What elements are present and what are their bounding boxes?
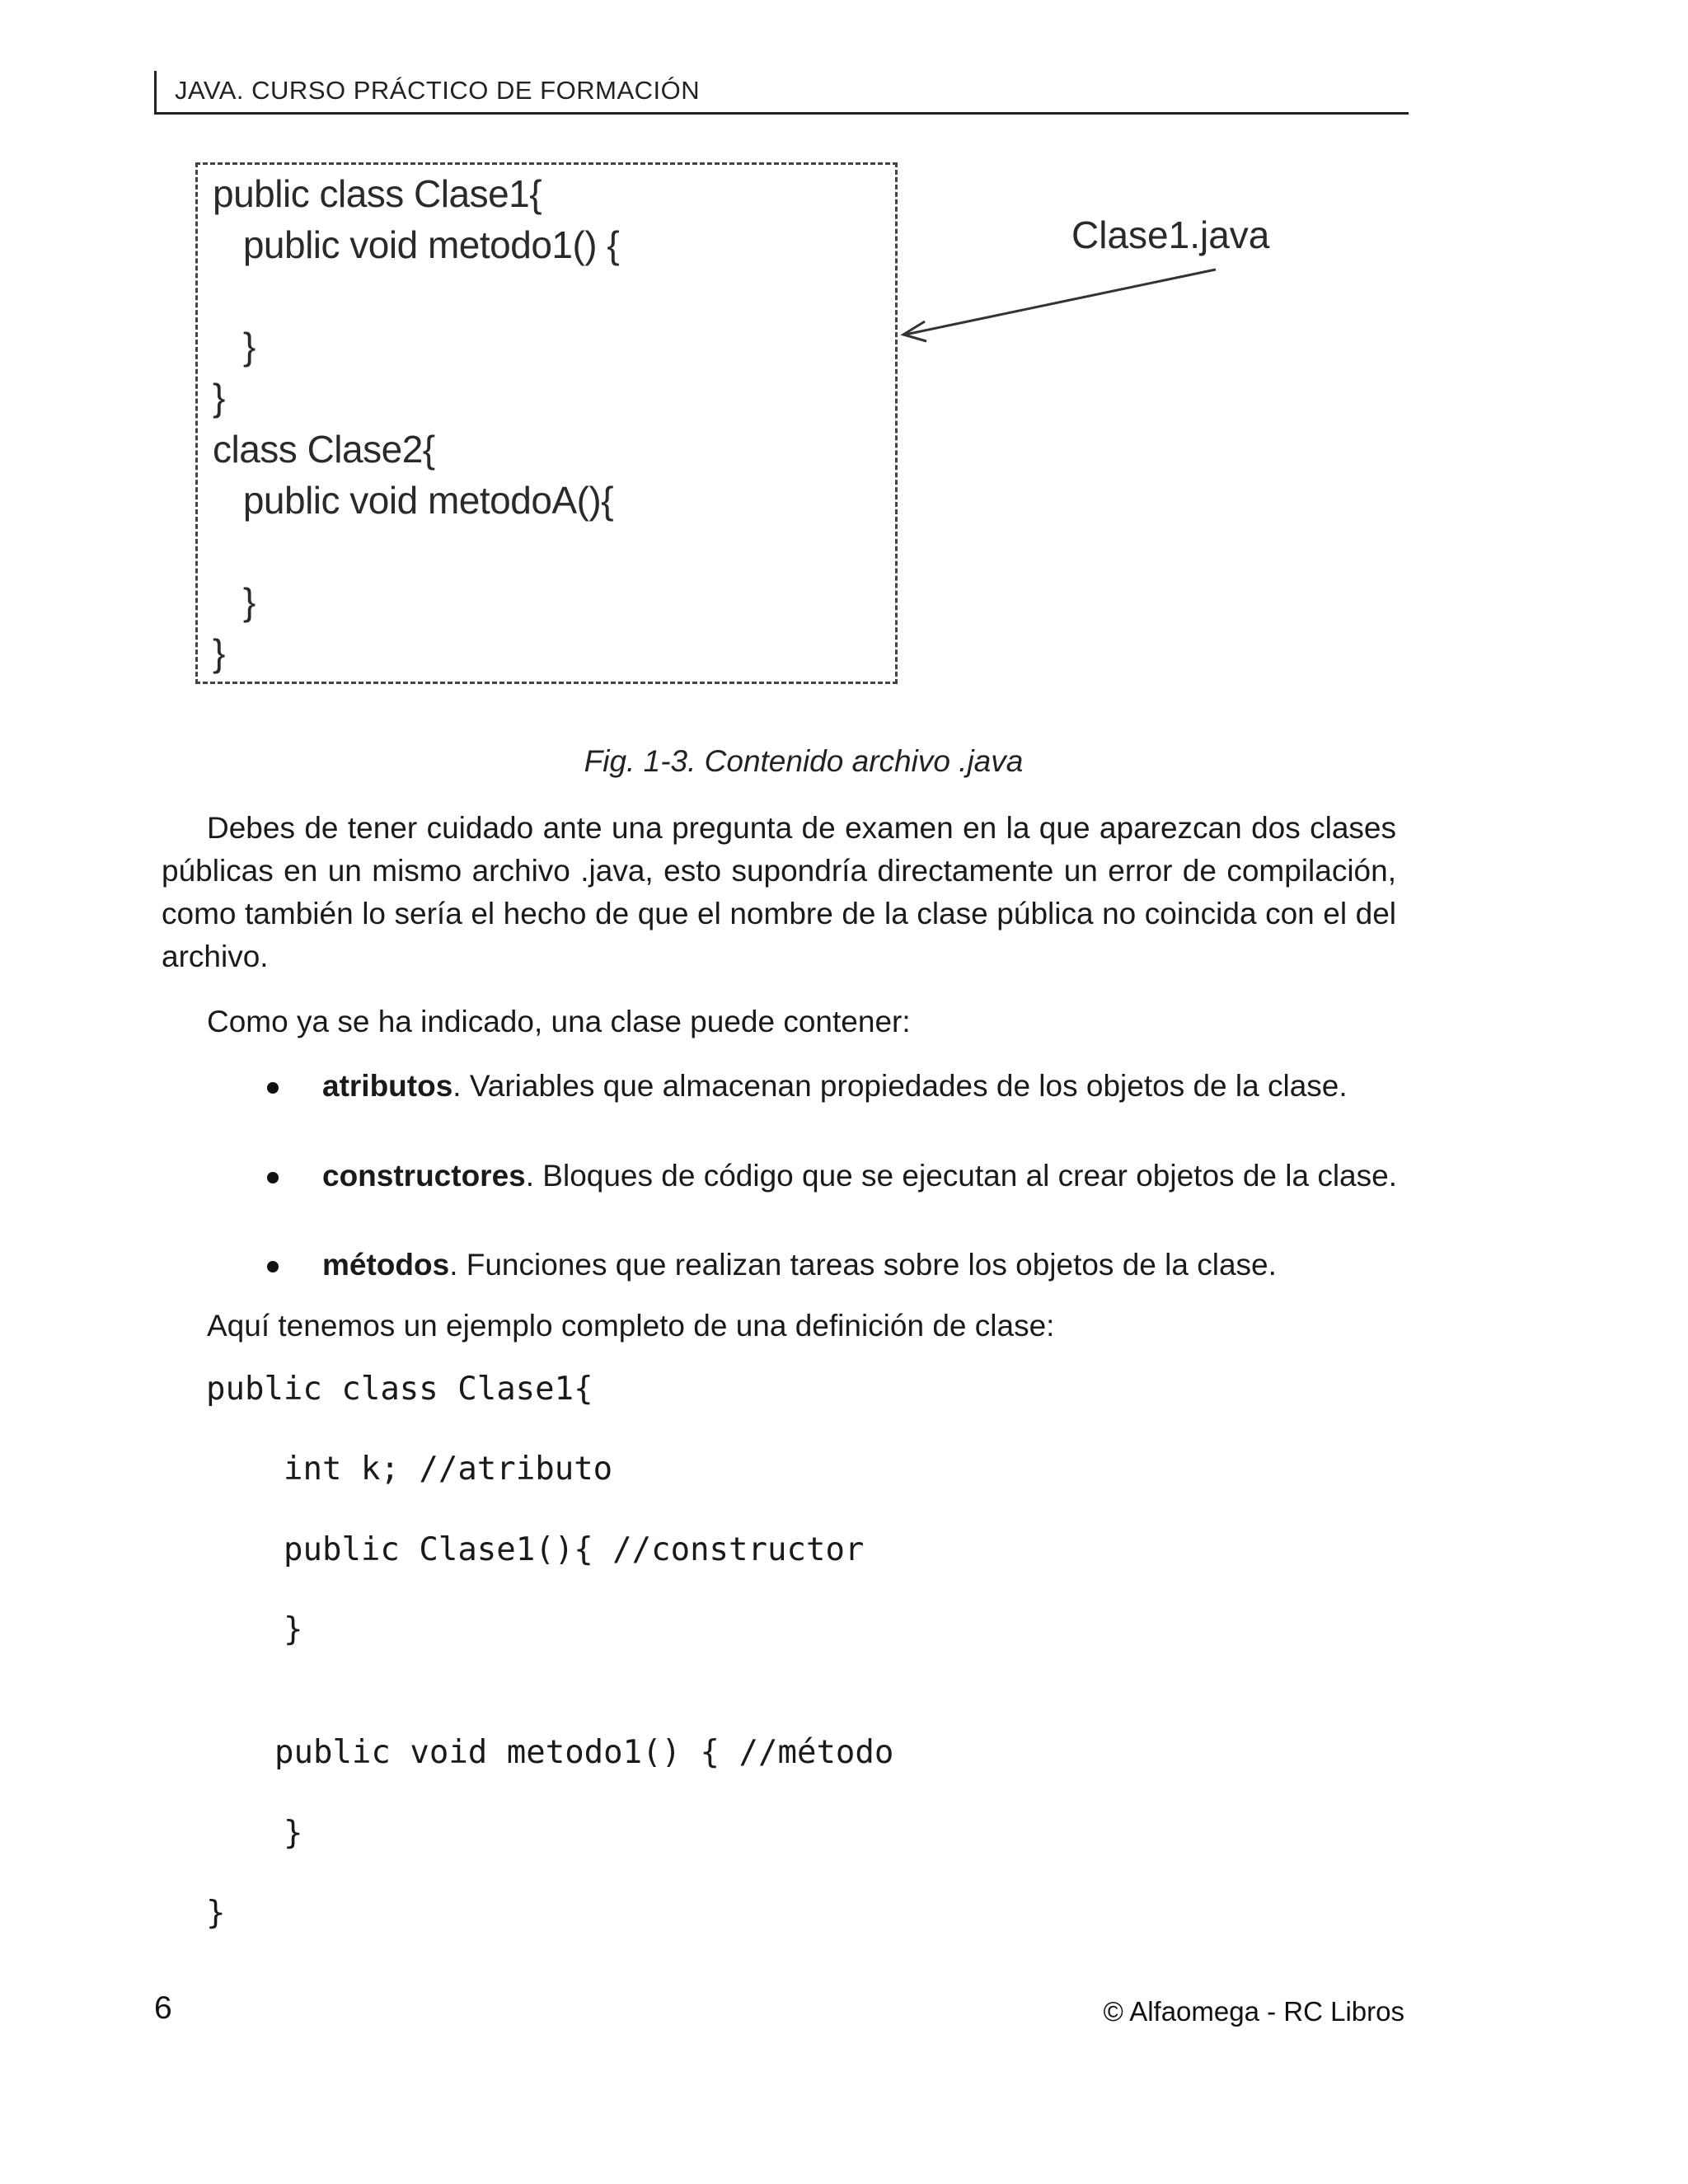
list-item-atributos bbox=[322, 1064, 1397, 1108]
list-term: métodos bbox=[322, 1248, 450, 1282]
paragraph-2: Como ya se ha indicado, una clase puede contener: bbox=[207, 1005, 911, 1038]
publisher-credit: © Alfaomega - RC Libros bbox=[1103, 1996, 1404, 2027]
page-number: 6 bbox=[154, 1990, 172, 2026]
list-text: . Funciones que realizan tareas sobre los objetos de la clase. bbox=[449, 1248, 1277, 1282]
figure-code-line: } bbox=[213, 325, 256, 368]
list-term: constructores bbox=[322, 1159, 526, 1193]
figure-file-label: Clase1.java bbox=[1071, 213, 1270, 256]
figure-code-line: } bbox=[213, 580, 256, 623]
running-head: JAVA. CURSO PRÁCTICO DE FORMACIÓN bbox=[175, 76, 701, 105]
code-line: } bbox=[284, 1815, 303, 1852]
list-item-metodos bbox=[322, 1243, 1397, 1287]
bullet-icon bbox=[267, 1082, 279, 1094]
bullet-icon bbox=[267, 1261, 279, 1272]
list-text: . Bloques de código que se ejecutan al crear objetos de la clase. bbox=[525, 1159, 1397, 1193]
code-line: public void metodo1() { //método bbox=[274, 1734, 894, 1771]
figure-code-line: public class Clase1{ bbox=[213, 172, 542, 215]
code-line: public class Clase1{ bbox=[206, 1371, 593, 1408]
paragraph-3: Aquí tenemos un ejemplo completo de una definición de clase: bbox=[207, 1309, 1055, 1343]
figure-code-line: public void metodoA(){ bbox=[213, 479, 614, 522]
list-item-constructores bbox=[322, 1154, 1397, 1198]
list-term: atributos bbox=[322, 1069, 453, 1103]
figure-code-line: } bbox=[213, 376, 225, 419]
code-line: int k; //atributo bbox=[284, 1451, 613, 1488]
figure-caption: Fig. 1-3. Contenido archivo .java bbox=[584, 744, 1024, 778]
bullet-icon bbox=[267, 1172, 279, 1183]
figure-code-line: } bbox=[213, 631, 225, 674]
arrow-shaft bbox=[905, 269, 1216, 335]
list-text: . Variables que almacenan propiedades de los objetos de la clase. bbox=[452, 1069, 1348, 1103]
code-line: } bbox=[284, 1611, 303, 1648]
figure-code-line: public void metodo1() { bbox=[213, 223, 620, 266]
code-line: public Clase1(){ //constructor bbox=[284, 1531, 865, 1568]
paragraph-1: Debes de tener cuidado ante una pregunta de examen en la que aparezcan dos clases públicas en un mismo archivo .java, esto supondría directamente un error de compilación, como también lo sería el hecho de que el nombre de la clase pública no coincida con el del archivo. bbox=[162, 811, 1396, 973]
figure-code-line: class Clase2{ bbox=[213, 428, 435, 471]
code-line: } bbox=[206, 1895, 226, 1932]
